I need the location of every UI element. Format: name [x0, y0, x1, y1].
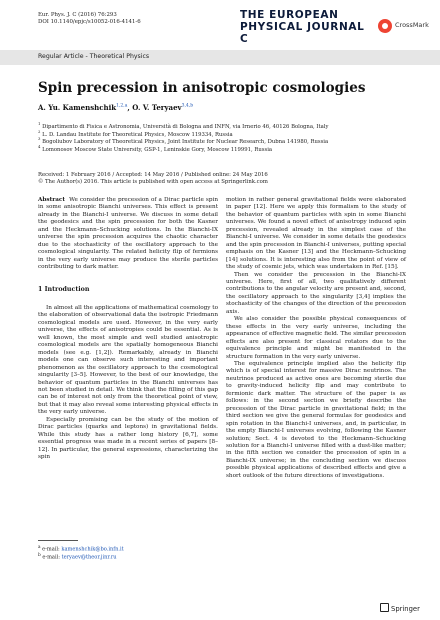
affiliation-number: 1 [38, 121, 41, 126]
abstract [38, 197, 218, 272]
footnote-mark: b [38, 553, 41, 558]
section-heading: 1 Introduction [38, 285, 90, 293]
body-paragraph: We also consider the possible physical consequences of these effects in the very early universe, including the appearance of effective magnetic field. The similar precession effects are also present for classical rotators due to the equivalence principle and might be manifested in the structure formation in the very early universe. [226, 316, 406, 360]
abstract-label: Abstract [38, 197, 65, 203]
crossmark-icon [378, 19, 392, 33]
affiliation-number: 2 [38, 128, 41, 134]
body-paragraph: motion in rather general gravitational fields were elaborated in paper [12]. Here we apply this formalism to the study of the behavior of quantum particles with spin in some Bianchi universes. We found a novel effect of anisotropy induced spin precession, revealed already in the simplest case of the Bianchi-I universe. We consider in some details the geodesics and the spin precession in Bianchi-I universes, putting special emphasis on the Kasner [13] and the Heckmann–Schucking [14] solutions. It is interesting also from the point of view of the study of cosmic jets, which was undertaken in Ref. [15]. [226, 197, 406, 271]
footnote-label: e-mail: [42, 546, 60, 553]
brand-line-1: THE EUROPEAN [240, 9, 339, 21]
affiliation-text: Lomonosov Moscow State University, GSP-1, Leninskie Gory, Moscow 119991, Russia [42, 146, 273, 153]
footnote-divider [38, 540, 78, 541]
email-link[interactable]: teryaev@theor.jinr.ru [61, 554, 117, 561]
article-type-band [0, 50, 440, 65]
abstract-text: We consider the precession of a Dirac particle spin in some anisotropic Bianchi universes. This effect is present already in the Bianchi-I universe. We discuss in some detail the geodesics and the spin precession for both the Kasner and the Heckmann–Schucking solutions. In the Bianchi-IX universe the spin precession acquires the chaotic character due to the stochasticity of the oscillatory approach to the cosmological singularity. The related helicity flip of fermions in the very early universe may produce the sterile particles contributing to dark matter. [38, 197, 218, 271]
affiliation-text: L. D. Landau Institute for Theoretical Physics, Moscow 119334, Russia [42, 131, 233, 138]
affiliation-text: Bogoliubov Laboratory of Theoretical Physics, Joint Institute for Nuclear Research, Dubna 141980, Russia [42, 138, 329, 145]
doi-text: DOI 10.1140/epjc/s10052-016-4141-6 [38, 19, 141, 25]
affiliation-number: 3 [38, 136, 41, 141]
author-list: A. Yu. Kamenshchik$^{1,2,a}$, O. V. Teryaev$^{3,4,b}$ [38, 103, 194, 112]
body-paragraph: In almost all the applications of mathematical cosmology to the elaboration of observational data the isotropic Friedmann cosmological models are used. However, in the very early universe, the effects of anisotropies could be essential. As is well known, the most simple and well studied anisotropic cosmological models are the spatially homogeneous Bianchi models (see e.g. [1,2]). Remarkably, already in Bianchi models one can observe such interesting and important phenomenon as the oscillatory approach to the cosmological singularity [3–5]. However, to the best of our knowledge, the behavior of quantum particles in the Bianchi universes has not been studied in detail. We think that the filling of this gap can be of interest not only from the theoretical point of view, but that it may also reveal some interesting physical effects in the very early universe. [38, 304, 219, 416]
affiliation-text: Dipartimento di Fisica e Astronomia, Università di Bologna and INFN, via Irnerio 46, 40126 Bologna, Italy [42, 123, 329, 130]
publication-dates [38, 172, 268, 186]
copyright-line: © The Author(s) 2016. This article is published with open access at Springerlink.com [38, 179, 268, 186]
brand-line-2: PHYSICAL JOURNAL C [240, 21, 365, 45]
affiliation-number: 4 [38, 143, 41, 149]
footnote-label: e-mail: [42, 554, 60, 561]
author-name[interactable]: A. Yu. Kamenshchik [38, 103, 117, 112]
author-name[interactable]: O. V. Teryaev [132, 103, 182, 112]
paper-title: Spin precession in anisotropic cosmologies [38, 80, 366, 96]
dates-line: Received: 1 February 2016 / Accepted: 14 May 2016 / Published online: 24 May 2016 [38, 172, 268, 178]
left-column [38, 197, 218, 462]
email-link[interactable]: kamenshchik@bo.infn.it [61, 546, 124, 553]
publisher-name: Springer [391, 605, 420, 613]
crossmark-badge[interactable] [378, 18, 432, 36]
article-type-label: Regular Article - Theoretical Physics [38, 53, 150, 60]
right-column [226, 197, 406, 480]
body-paragraph: Then we consider the precession in the Bianchi-IX universe. Here, first of all, two qualitatively different contributions to the angular velocity are present and, second, the oscillatory approach to the singularity [3,4] implies the stochasticity of the changes of the direction of the precession axis. [226, 271, 406, 315]
author-affiliation-mark: 1,2,a [116, 103, 128, 109]
body-paragraph: The equivalence principle implied also the helicity flip which is of special interest for massive Dirac neutrinos. The neutrinos produced as active ones are becoming sterile due to gravity-induced helicity flip and may contribute to fermionic dark matter. The structure of the paper is as follows: in the second section we briefly describe the precession of the Dirac particle in gravitational field; in the third section we give the general formulas for geodesics and spin rotation in the Bianchi-I universes, and, in particular, in the empty Bianchi-I universes evolving, following the Kasner solution; Sect. 4 is devoted to the Heckmann–Schucking solution for a Bianchi-I universe filled with a dust-like matter; in the fifth section we consider the precession of spin in a Bianchi-IX universe; in the concluding section we discuss possible physical applications of described effects and give a short outlook of the future directions of investigations. [226, 360, 406, 479]
footnote-mark: a [38, 545, 41, 550]
body-paragraph: Especially promising can be the study of the motion of Dirac particles (quarks and leptons) in gravitational fields. While this study has a rather long history [6,7], some essential progress was made in a recent series of papers [8–12]. In particular, the general expressions, characterizing the spin [38, 416, 218, 461]
footnote [38, 552, 117, 562]
springer-horse-icon [380, 603, 389, 612]
publisher-logo [380, 603, 420, 613]
crossmark-label: CrossMark [395, 21, 429, 29]
journal-header [38, 12, 141, 26]
author-affiliation-mark: 3,4,b [181, 103, 194, 109]
affiliation [38, 143, 398, 154]
journal-reference: Eur. Phys. J. C (2016) 76:293 [38, 12, 117, 18]
journal-brand-logo [240, 9, 370, 43]
